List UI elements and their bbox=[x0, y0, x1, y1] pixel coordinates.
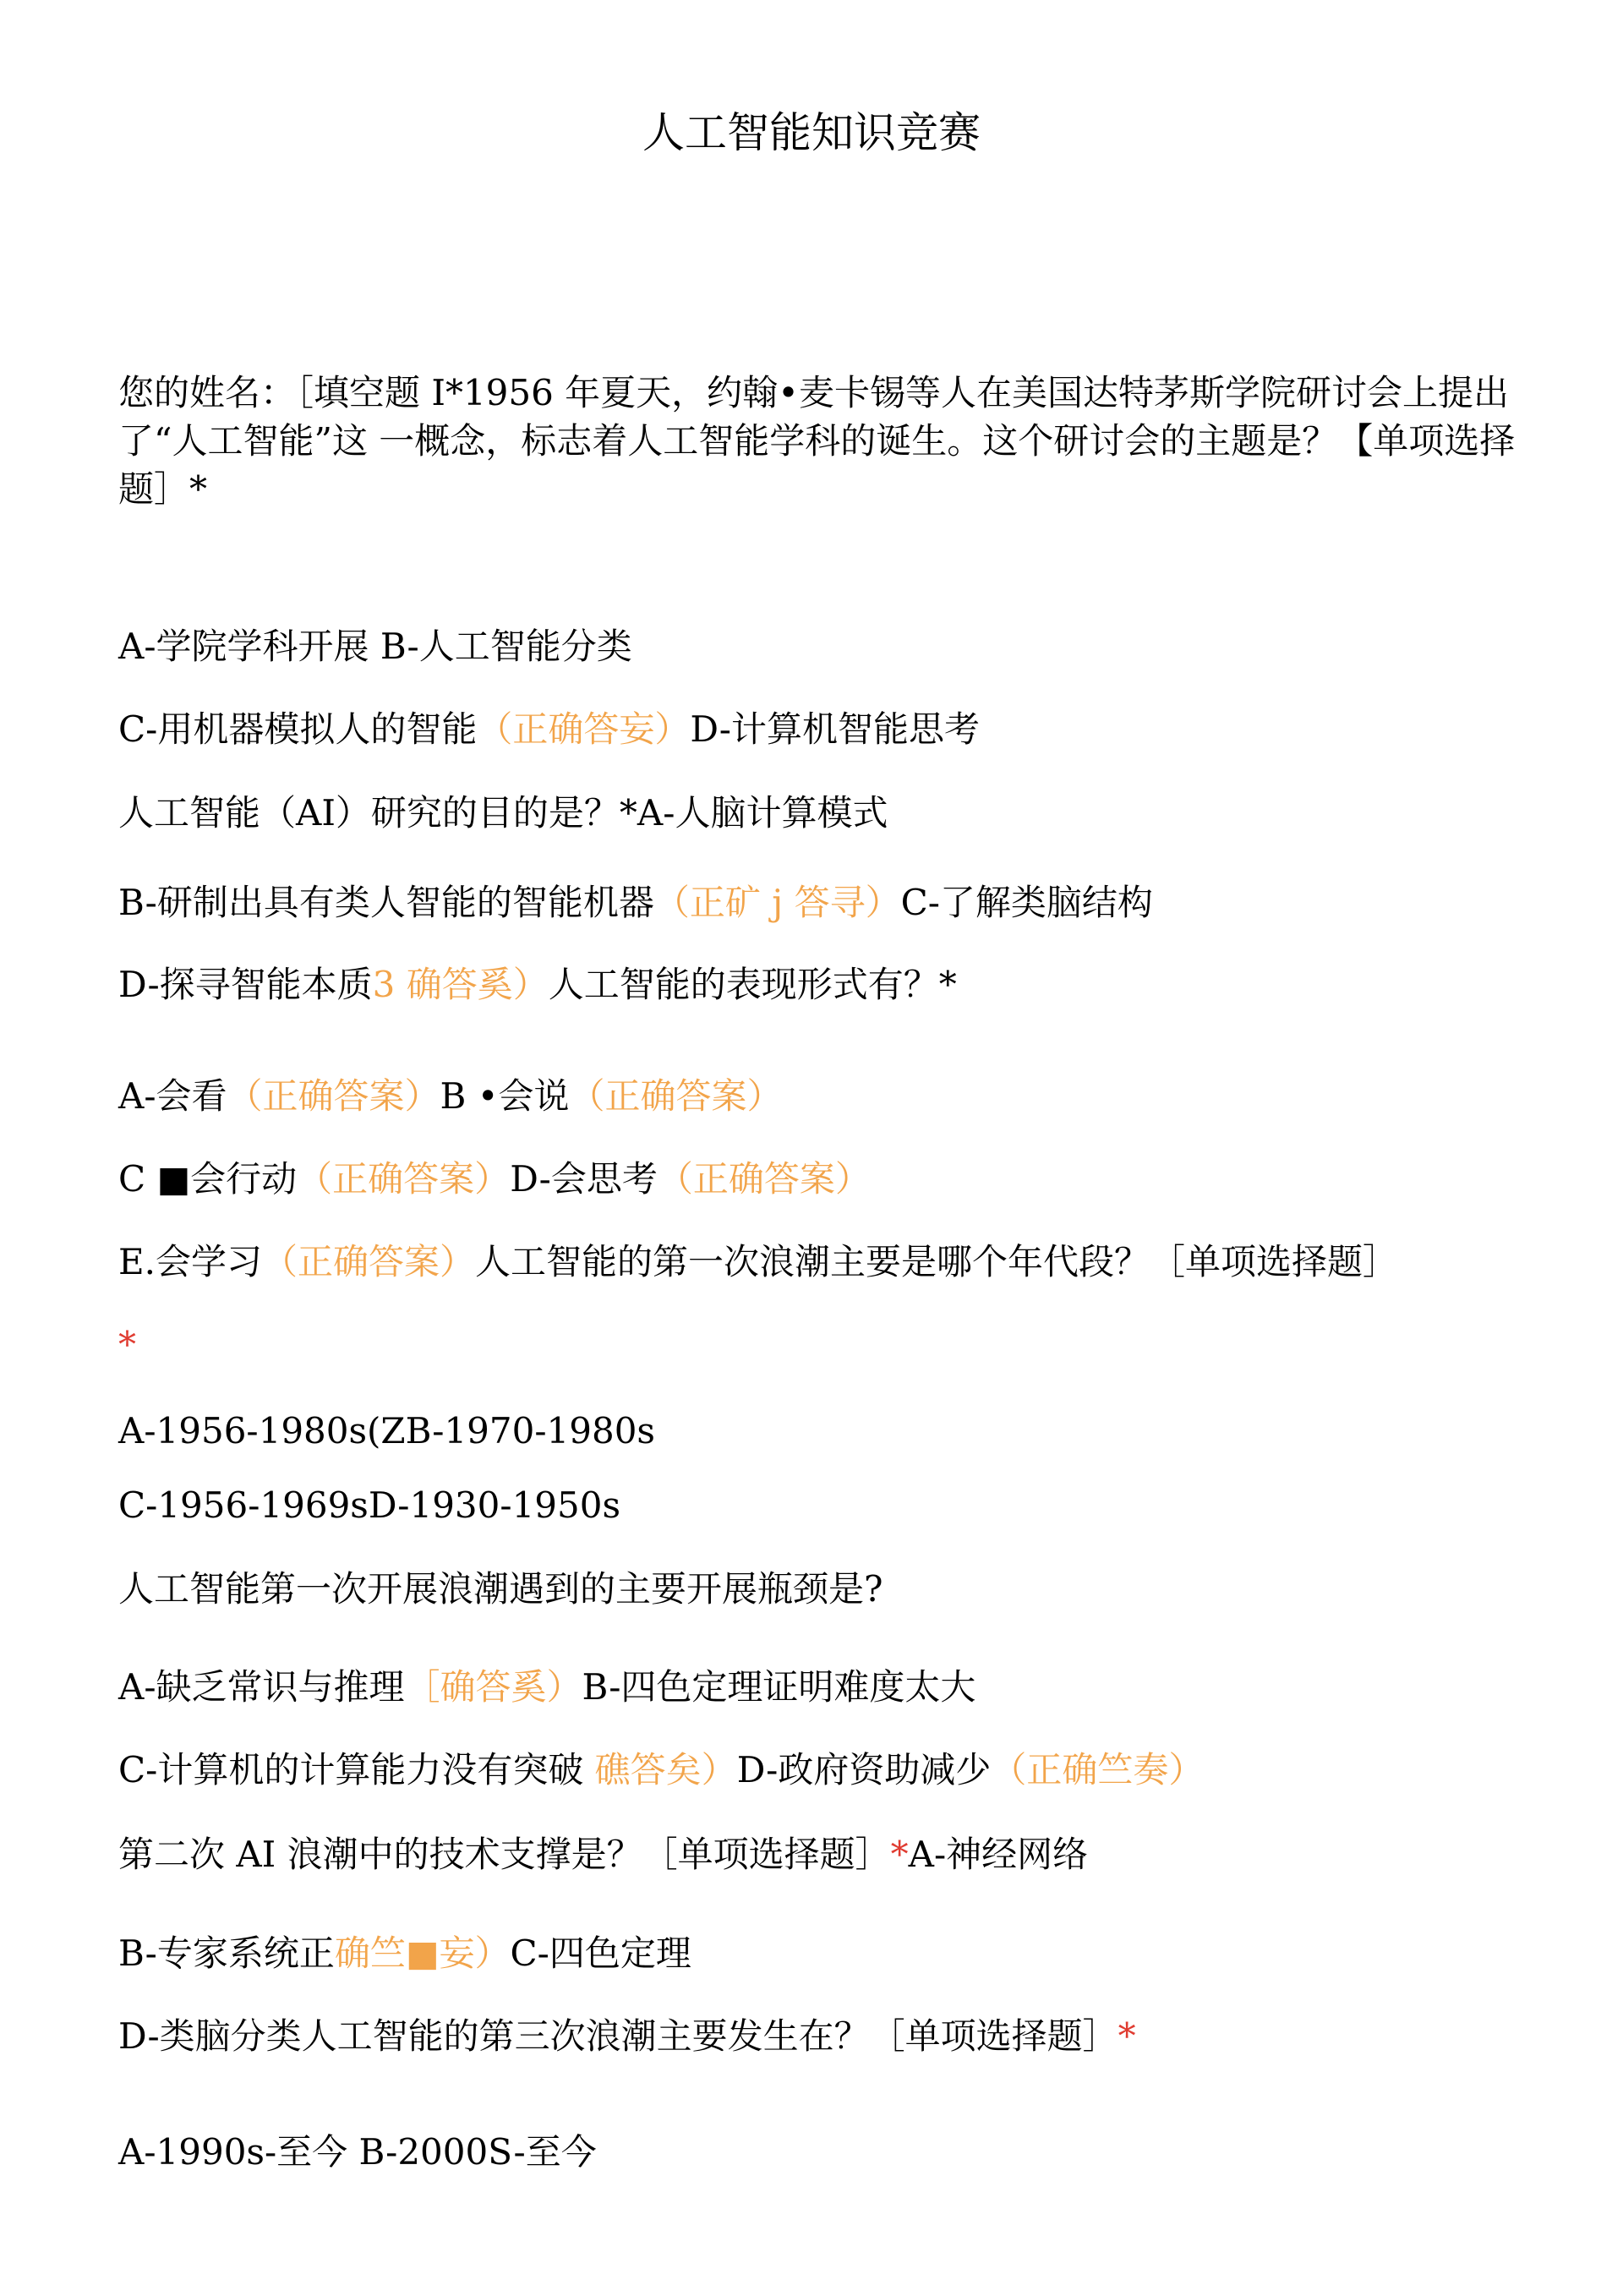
text-line bbox=[118, 1150, 871, 1209]
answer-marker: （正确答案） bbox=[569, 1075, 783, 1117]
text-line bbox=[118, 1233, 1398, 1292]
text-segment: 人工智能第一次开展浪潮遇到的主要开展瓶颈是? bbox=[118, 1568, 883, 1610]
text-segment: D-计算机智能思考 bbox=[690, 708, 980, 750]
text-segment: D-会思考 bbox=[510, 1158, 658, 1200]
text-segment: 您的姓名：［填空题 I*1956 年夏天，约翰•麦卡锡等人在美国达特茅斯学院研讨会上提出了“人工智能”这 一概念，标志着人工智能学科的诞生。这个研讨会的主题是？【单项选择题］* bbox=[118, 372, 1516, 510]
text-line bbox=[118, 1658, 975, 1717]
text-segment: B •会说 bbox=[440, 1075, 570, 1117]
text-line bbox=[118, 2007, 1136, 2066]
text-segment: A-学院学科开展 B-人工智能分类 bbox=[118, 626, 632, 667]
answer-marker: 3 确答奚） bbox=[372, 964, 549, 1005]
text-line bbox=[118, 1476, 620, 1535]
text-line bbox=[118, 784, 888, 843]
text-segment: A-神经网络 bbox=[908, 1834, 1089, 1875]
text-line bbox=[118, 1924, 691, 1983]
text-segment: A-会看 bbox=[118, 1075, 227, 1117]
answer-marker: （正确答案） bbox=[227, 1075, 440, 1117]
text-segment: D-政府资助减少 bbox=[736, 1749, 992, 1790]
text-segment: C-用机器模拟人的智能 bbox=[118, 708, 478, 750]
text-segment: 人工智能（AI）研究的目的是？*A-人脑计算模式 bbox=[118, 792, 888, 834]
required-asterisk: * bbox=[890, 1834, 909, 1875]
text-segment: 人工智能的表现形式有？* bbox=[548, 964, 957, 1005]
text-segment: 第二次 AI 浪潮中的技术支撑是？［单项选择题］ bbox=[118, 1834, 891, 1875]
answer-marker: 确竺■妄） bbox=[334, 1932, 511, 1974]
text-line bbox=[118, 700, 980, 759]
text-segment: B-四色定理证明难度太大 bbox=[582, 1666, 976, 1708]
text-segment: C-计算机的计算能力没有突破 bbox=[118, 1749, 584, 1790]
text-segment: C-了解类脑结构 bbox=[900, 882, 1153, 923]
text-segment: A-1956-1980s(ZB-1970-1980s bbox=[118, 1410, 655, 1451]
page-title: 人工智能知识竞赛 bbox=[642, 108, 981, 157]
required-asterisk: * bbox=[1118, 2015, 1136, 2057]
answer-marker: 礁答矣） bbox=[583, 1749, 737, 1790]
required-asterisk: * bbox=[118, 1324, 136, 1365]
text-segment: D-探寻智能本质 bbox=[118, 964, 373, 1005]
text-segment: A-缺乏常识与推理 bbox=[118, 1666, 405, 1708]
text-line bbox=[118, 1825, 1088, 1884]
text-line bbox=[118, 873, 1153, 932]
text-line bbox=[118, 1067, 783, 1126]
text-segment: E.会学习 bbox=[118, 1241, 263, 1282]
intro-question bbox=[118, 369, 1522, 513]
text-line bbox=[118, 1741, 1204, 1800]
text-line bbox=[118, 1315, 136, 1375]
answer-marker: （正确答案） bbox=[657, 1158, 871, 1200]
text-segment: A-1990s-至今 B-2000S-至今 bbox=[118, 2131, 597, 2173]
answer-marker: （正矿 j 答寻） bbox=[653, 882, 901, 923]
text-segment: B-专家系统正 bbox=[118, 1932, 335, 1974]
text-line bbox=[118, 2123, 597, 2182]
text-line bbox=[118, 617, 632, 676]
answer-marker: ［确答奚） bbox=[404, 1666, 582, 1708]
text-segment: 人工智能的第一次浪潮主要是哪个年代段？［单项选择题］ bbox=[475, 1241, 1399, 1282]
text-segment: D-类脑分类人工智能的第三次浪潮主要发生在？［单项选择题］ bbox=[118, 2015, 1118, 2057]
text-segment: C-四色定理 bbox=[510, 1932, 691, 1974]
answer-marker: （正确答妄） bbox=[477, 708, 691, 750]
answer-marker: （正确竺奏） bbox=[991, 1749, 1205, 1790]
text-line bbox=[118, 1402, 655, 1461]
text-segment: B-研制出具有类人智能的智能机器 bbox=[118, 882, 654, 923]
answer-marker: （正确答案） bbox=[262, 1241, 476, 1282]
text-segment: C-1956-1969sD-1930-1950s bbox=[118, 1484, 621, 1526]
answer-marker: （正确答案） bbox=[297, 1158, 511, 1200]
text-segment: C ■会行动 bbox=[118, 1158, 298, 1200]
text-line bbox=[118, 955, 957, 1014]
text-line bbox=[118, 1560, 883, 1619]
